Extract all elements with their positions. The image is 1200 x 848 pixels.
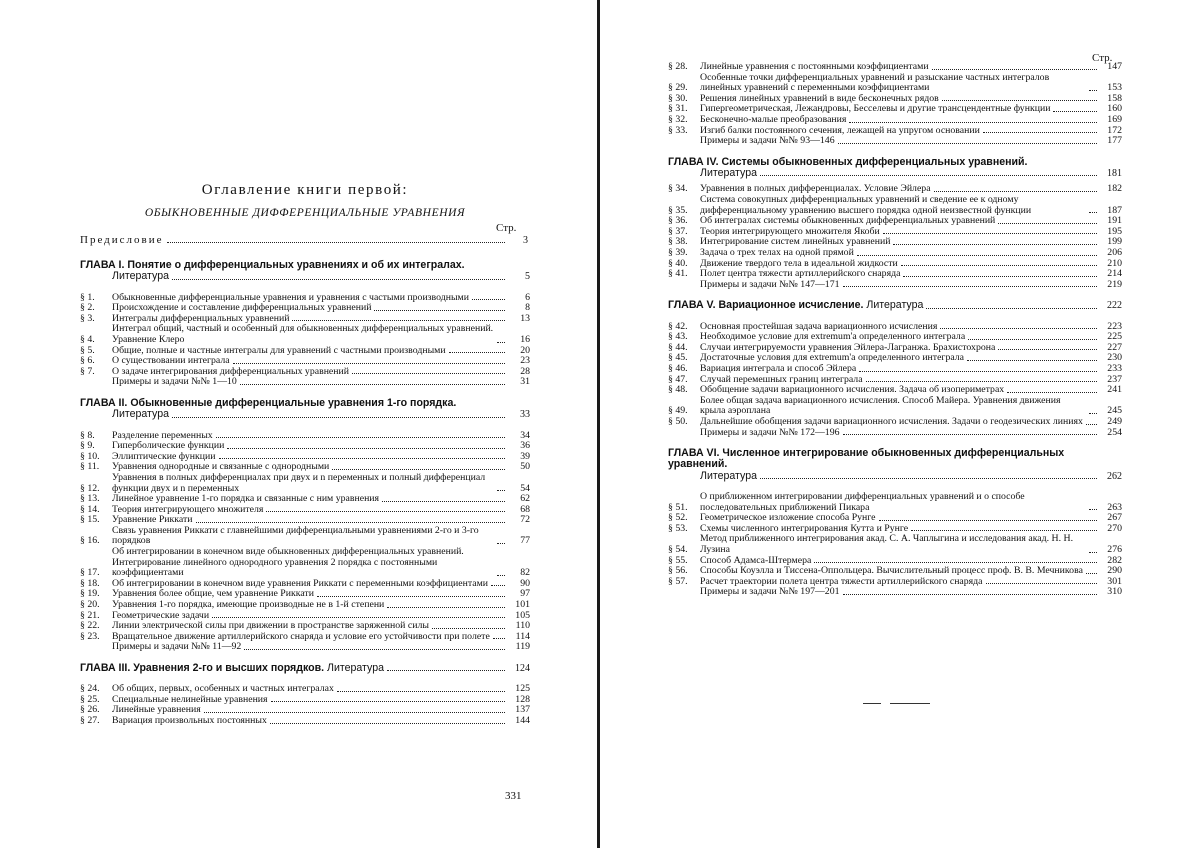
leader-dots bbox=[1086, 424, 1097, 425]
page-ref: 125 bbox=[515, 683, 530, 695]
leader-dots bbox=[1053, 111, 1097, 112]
section-number: § 27. bbox=[80, 715, 100, 727]
leader-dots bbox=[493, 638, 505, 639]
section-number: § 57. bbox=[668, 575, 688, 587]
section-title: Способы Коуэлла и Тиссена-Оппольцера. Вычислительный процесс проф. В. В. Мечникова bbox=[700, 565, 1083, 577]
chapter-heading bbox=[80, 260, 530, 283]
page-ref: 23 bbox=[520, 355, 530, 367]
section-title: Метод приближенного интегрирования акад. С. А. Чаплыгина и исследования акад. Н. Н. Лузина bbox=[700, 533, 1074, 555]
section-number: § 42. bbox=[668, 320, 688, 332]
section-list bbox=[668, 62, 1122, 136]
section-number: § 16. bbox=[80, 535, 100, 547]
section-number: § 43. bbox=[668, 331, 688, 343]
page-ref: 245 bbox=[1107, 405, 1122, 417]
section-number: § 7. bbox=[80, 365, 95, 377]
leader-dots bbox=[472, 299, 505, 300]
section-number: § 26. bbox=[80, 704, 100, 716]
preface-entry bbox=[80, 234, 530, 246]
section-number: § 33. bbox=[668, 124, 688, 136]
section-number: § 44. bbox=[668, 341, 688, 353]
chapter-title: ГЛАВА VI. Численное интегрирование обыкновенных дифференциальных уравнений. bbox=[668, 447, 1065, 471]
section-title: Интегралы дифференциальных уравнений bbox=[112, 312, 290, 324]
section-number: § 6. bbox=[80, 355, 95, 367]
section-title: Об интегрировании в конечном виде уравнения Риккати с переменными коэффициентами bbox=[112, 577, 489, 589]
leader-dots bbox=[932, 69, 1097, 70]
leader-dots bbox=[167, 242, 506, 243]
page-ref: 72 bbox=[520, 514, 530, 526]
page-ref: 62 bbox=[520, 493, 530, 505]
leader-dots bbox=[849, 122, 1097, 123]
page-ref: 90 bbox=[520, 577, 530, 589]
section-number: § 29. bbox=[668, 82, 688, 94]
section-title: Об интегралах системы обыкновенных дифференциальных уравнений bbox=[700, 215, 996, 227]
section-number: § 45. bbox=[668, 352, 688, 364]
chapter-heading bbox=[668, 448, 1122, 482]
page-ref: 124 bbox=[515, 663, 530, 674]
examples-entry: Примеры и задачи №№ 172—196 254 bbox=[700, 426, 1122, 438]
page-column-label: Стр. bbox=[496, 222, 517, 234]
toc-entry bbox=[668, 73, 1122, 94]
leader-dots bbox=[497, 342, 505, 343]
section-title: Движение твердого тела в идеальной жидкости bbox=[700, 257, 898, 269]
leader-dots bbox=[212, 617, 505, 618]
section-title: Достаточные условия для extremum'a определенного интеграла bbox=[700, 352, 965, 364]
section-title: Интегрирование систем линейных уравнений bbox=[700, 236, 891, 248]
section-number: § 32. bbox=[668, 113, 688, 125]
section-title: Основная простейшая задача вариационного исчисления bbox=[700, 320, 938, 332]
section-list bbox=[668, 492, 1122, 587]
section-title: Происхождение и составление дифференциальных уравнений bbox=[112, 302, 372, 314]
section-number: § 18. bbox=[80, 577, 100, 589]
leader-dots bbox=[983, 132, 1097, 133]
section-number: § 54. bbox=[668, 543, 688, 555]
leader-dots bbox=[942, 100, 1097, 101]
page-ref: 16 bbox=[520, 333, 530, 345]
section-title: Интеграл общий, частный и особенный для обыкновенных дифференциальных уравнений. Уравнение Клеро bbox=[112, 323, 494, 345]
section-number: § 56. bbox=[668, 565, 688, 577]
section-title: Гиперболические функции bbox=[112, 440, 225, 452]
toc-entry bbox=[668, 115, 1122, 126]
section-title: Уравнения в полных дифференциалах. Условие Эйлера bbox=[700, 183, 931, 195]
section-title: Теория интегрирующего множителя Якоби bbox=[700, 225, 880, 237]
page-ref: 13 bbox=[520, 312, 530, 324]
page-ref: 214 bbox=[1107, 268, 1122, 280]
section-number: § 2. bbox=[80, 302, 95, 314]
chapter-literature: Литература bbox=[112, 270, 169, 283]
page-ref: 181 bbox=[1107, 168, 1122, 180]
chapter-heading bbox=[80, 398, 530, 421]
page-ref: 153 bbox=[1107, 82, 1122, 94]
page-ref: 101 bbox=[515, 599, 530, 611]
chapter-title: ГЛАВА II. Обыкновенные дифференциальные уравнения 1-го порядка. bbox=[80, 396, 457, 409]
section-number: § 36. bbox=[668, 215, 688, 227]
page-ref: 137 bbox=[515, 704, 530, 716]
page-ref: 39 bbox=[520, 450, 530, 462]
chapter-title: ГЛАВА V. Вариационное исчисление. bbox=[668, 299, 864, 312]
page-column-label: Стр. bbox=[1092, 52, 1113, 64]
section-title: Задача о трех телах на одной прямой bbox=[700, 246, 854, 258]
leader-dots bbox=[934, 191, 1097, 192]
leader-dots bbox=[497, 575, 505, 576]
leader-dots bbox=[1007, 392, 1097, 393]
section-title: О существовании интеграла bbox=[112, 355, 230, 367]
section-number: § 10. bbox=[80, 450, 100, 462]
section-title: Уравнения более общие, чем уравнение Риккати bbox=[112, 588, 314, 600]
section-number: § 51. bbox=[668, 501, 688, 513]
section-title: Случай перемешных границ интеграла bbox=[700, 373, 863, 385]
leader-dots bbox=[337, 691, 505, 692]
section-title: Линии электрической силы при движении в пространстве заряженной силы bbox=[112, 620, 429, 632]
leader-dots bbox=[814, 562, 1097, 563]
examples-entry: Примеры и задачи №№ 93—146 177 bbox=[700, 135, 1122, 147]
section-title: Особенные точки дифференциальных уравнений и разыскание частных интегралов линейных уравнений с переменными коэффициентами bbox=[700, 71, 1050, 94]
section-number: § 24. bbox=[80, 683, 100, 695]
page-ref: 144 bbox=[515, 715, 530, 727]
section-title: Необходимое условие для extremum'a определенного интеграла bbox=[700, 331, 966, 343]
page-ref: 267 bbox=[1107, 512, 1122, 524]
leader-dots bbox=[967, 360, 1097, 361]
section-number: § 46. bbox=[668, 362, 688, 374]
page-ref: 77 bbox=[520, 535, 530, 547]
toc-entry bbox=[668, 417, 1122, 428]
leader-dots bbox=[352, 373, 505, 374]
chapter-title: ГЛАВА I. Понятие о дифференциальных уравнениях и об их интегралах. bbox=[80, 259, 465, 271]
leader-dots bbox=[204, 712, 505, 713]
section-title: Уравнение Риккати bbox=[112, 514, 193, 526]
section-number: § 4. bbox=[80, 333, 95, 345]
left-toc bbox=[80, 234, 530, 727]
page-ref: 195 bbox=[1107, 225, 1122, 237]
leader-dots bbox=[998, 223, 1097, 224]
page-ref: 82 bbox=[520, 567, 530, 579]
leader-dots bbox=[1089, 509, 1097, 510]
chapter-literature: Литература bbox=[700, 167, 757, 180]
section-title: Система совокупных дифференциальных уравнений и сведение ее к одному дифференциальному уравнению высшего порядка одной неизвестной функции bbox=[700, 193, 1032, 216]
section-list bbox=[80, 293, 530, 378]
page-ref: 290 bbox=[1107, 565, 1122, 577]
section-number: § 23. bbox=[80, 630, 100, 642]
section-number: § 31. bbox=[668, 103, 688, 115]
leader-dots bbox=[271, 701, 505, 702]
page-ref: 230 bbox=[1107, 352, 1122, 364]
section-number: § 55. bbox=[668, 554, 688, 566]
page-ref: 54 bbox=[520, 482, 530, 494]
leader-dots bbox=[940, 328, 1097, 329]
section-title: Бесконечно-малые преобразования bbox=[700, 113, 847, 125]
page-ref: 263 bbox=[1107, 501, 1122, 513]
section-title: Связь уравнения Риккати с главнейшими дифференциальными уравнениями 2-го и 3-го порядков bbox=[112, 524, 479, 547]
examples-entry: Примеры и задачи №№ 147—171 219 bbox=[700, 278, 1122, 290]
section-number: § 14. bbox=[80, 503, 100, 515]
page-ref: 270 bbox=[1107, 522, 1122, 534]
section-list bbox=[80, 684, 530, 726]
page-ref: 105 bbox=[515, 609, 530, 621]
preface-label: Предисловие bbox=[80, 234, 164, 246]
section-number: § 3. bbox=[80, 312, 95, 324]
page-ref: 34 bbox=[520, 429, 530, 441]
leader-dots bbox=[374, 310, 505, 311]
page-ref: 147 bbox=[1107, 61, 1122, 72]
section-number: § 41. bbox=[668, 268, 688, 280]
page-ref: 128 bbox=[515, 693, 530, 705]
section-list bbox=[668, 322, 1122, 428]
section-title: Эллиптические функции bbox=[112, 450, 216, 462]
section-number: § 19. bbox=[80, 588, 100, 600]
page-ref: 36 bbox=[520, 440, 530, 452]
leader-dots bbox=[387, 607, 505, 608]
leader-dots bbox=[1086, 573, 1097, 574]
section-title: Гипергеометрическая, Лежандровы, Бесселевы и другие трансцендентные функции bbox=[700, 103, 1051, 115]
leader-dots bbox=[317, 596, 505, 597]
book-title: Оглавление книги первой: bbox=[201, 182, 409, 198]
section-number: § 8. bbox=[80, 429, 95, 441]
section-list bbox=[80, 431, 530, 643]
book-subtitle: ОБЫКНОВЕННЫЕ ДИФФЕРЕНЦИАЛЬНЫЕ УРАВНЕНИЯ bbox=[144, 207, 466, 219]
section-number: § 38. bbox=[668, 236, 688, 248]
end-rule bbox=[890, 703, 930, 704]
toc-entry bbox=[668, 248, 1122, 259]
page-ref: 172 bbox=[1107, 124, 1122, 136]
section-title: Схемы численного интегрирования Кутта и Рунге bbox=[700, 522, 909, 534]
page-ref: 97 bbox=[520, 588, 530, 600]
page-ref: 191 bbox=[1107, 215, 1122, 227]
leader-dots bbox=[879, 520, 1097, 521]
section-number: § 48. bbox=[668, 384, 688, 396]
section-title: О приближенном интегрировании дифференциальных уравнений и о способе последовательных приближений Пикара bbox=[700, 491, 1025, 513]
leader-dots bbox=[859, 371, 1097, 372]
leader-dots bbox=[1089, 90, 1097, 91]
section-number: § 28. bbox=[668, 61, 688, 72]
toc-entry bbox=[80, 716, 530, 727]
leader-dots bbox=[491, 585, 505, 586]
page-ref: 182 bbox=[1107, 183, 1122, 195]
leader-dots bbox=[382, 501, 505, 502]
leader-dots bbox=[1089, 413, 1097, 414]
section-title: Способ Адамса-Штермера bbox=[700, 554, 812, 566]
section-title: Геометрические задачи bbox=[112, 609, 210, 621]
leader-dots bbox=[901, 265, 1097, 266]
section-number: § 5. bbox=[80, 344, 95, 356]
chapter-title: ГЛАВА IV. Системы обыкновенных дифференциальных уравнений. bbox=[668, 155, 1028, 168]
toc-entry bbox=[668, 62, 1122, 73]
page-ref: 6 bbox=[525, 291, 530, 303]
leader-dots bbox=[196, 522, 505, 523]
leader-dots bbox=[216, 437, 505, 438]
leader-dots bbox=[903, 276, 1097, 277]
section-number: § 1. bbox=[80, 291, 95, 303]
section-title: Линейные уравнения с постоянными коэффициентами bbox=[700, 61, 929, 72]
section-title: Специальные нелинейные уравнения bbox=[112, 693, 268, 705]
page-ref: 301 bbox=[1107, 575, 1122, 587]
toc-entry bbox=[668, 534, 1122, 555]
section-title: Теория интегрирующего множителя bbox=[112, 503, 264, 515]
section-number: § 49. bbox=[668, 405, 688, 417]
leader-dots bbox=[857, 255, 1097, 256]
leader-dots bbox=[497, 543, 505, 544]
chapter-literature: Литература bbox=[327, 662, 384, 674]
chapter-literature: Литература bbox=[112, 408, 169, 421]
leader-dots bbox=[883, 233, 1097, 234]
leader-dots bbox=[332, 469, 505, 470]
page-ref: 282 bbox=[1107, 554, 1122, 566]
section-title: Уравнения 1-го порядка, имеющие производные не в 1-й степени bbox=[112, 599, 385, 611]
chapter-heading bbox=[668, 300, 1122, 311]
leader-dots bbox=[497, 490, 505, 491]
leader-dots bbox=[266, 511, 505, 512]
section-title: Об интегрировании в конечном виде обыкновенных дифференциальных уравнений. Интегрирование линейного однородного уравнения 2 порядка с постоянными коэффициентами bbox=[112, 546, 464, 579]
section-number: § 25. bbox=[80, 693, 100, 705]
page-ref: 210 bbox=[1107, 257, 1122, 269]
leader-dots bbox=[968, 339, 1097, 340]
chapter-heading bbox=[80, 663, 530, 674]
page-number: 331 bbox=[505, 790, 522, 802]
section-number: § 35. bbox=[668, 204, 688, 216]
section-title: Расчет траектории полета центра тяжести артиллерийского снаряда bbox=[700, 575, 983, 587]
chapter-title: ГЛАВА III. Уравнения 2-го и высших порядков. bbox=[80, 662, 325, 674]
section-title: Геометрическое изложение способа Рунге bbox=[700, 512, 876, 524]
page-ref: 169 bbox=[1107, 113, 1122, 125]
section-number: § 52. bbox=[668, 512, 688, 524]
section-title: Об общих, первых, особенных и частных интегралах bbox=[112, 683, 334, 695]
page-ref: 233 bbox=[1107, 362, 1122, 374]
toc-entry bbox=[668, 396, 1122, 417]
page-ref: 50 bbox=[520, 461, 530, 473]
right-toc bbox=[668, 62, 1122, 598]
section-number: § 53. bbox=[668, 522, 688, 534]
page-ref: 222 bbox=[1107, 300, 1122, 312]
book-spine bbox=[597, 0, 600, 848]
page-ref: 227 bbox=[1107, 341, 1122, 353]
page-ref: 262 bbox=[1107, 470, 1122, 482]
page-ref: 110 bbox=[515, 620, 530, 632]
page-ref: 223 bbox=[1107, 320, 1122, 332]
page-ref: 33 bbox=[520, 409, 530, 421]
page-ref: 206 bbox=[1107, 246, 1122, 258]
section-title: Случаи интегрируемости уравнения Эйлера-Лагранжа. Брахистохрона bbox=[700, 341, 996, 353]
leader-dots bbox=[911, 530, 1097, 531]
section-number: § 47. bbox=[668, 373, 688, 385]
section-number: § 37. bbox=[668, 225, 688, 237]
page-ref: 237 bbox=[1107, 373, 1122, 385]
leader-dots bbox=[292, 320, 505, 321]
examples-entry: Примеры и задачи №№ 1—10 31 bbox=[112, 376, 530, 388]
section-title: Вариация интеграла и способ Эйлера bbox=[700, 362, 857, 374]
section-number: § 12. bbox=[80, 482, 100, 494]
section-number: § 11. bbox=[80, 461, 100, 473]
page-ref: 225 bbox=[1107, 331, 1122, 343]
section-number: § 13. bbox=[80, 493, 100, 505]
page-ref: 8 bbox=[525, 302, 530, 314]
leader-dots bbox=[1089, 212, 1097, 213]
section-number: § 21. bbox=[80, 609, 100, 621]
section-number: § 34. bbox=[668, 183, 688, 195]
toc-entry bbox=[80, 547, 530, 579]
leader-dots bbox=[866, 381, 1097, 382]
section-number: § 50. bbox=[668, 415, 688, 427]
chapter-heading bbox=[668, 157, 1122, 180]
end-rule bbox=[863, 703, 881, 704]
page-ref: 276 bbox=[1107, 543, 1122, 555]
page-ref: 114 bbox=[515, 630, 530, 642]
leader-dots bbox=[449, 352, 505, 353]
section-number: § 9. bbox=[80, 440, 95, 452]
section-title: Уравнения в полных дифференциалах при двух и n переменных и полный дифференциал функции двух и n переменных bbox=[112, 471, 486, 494]
section-title: Полет центра тяжести артиллерийского снаряда bbox=[700, 268, 901, 280]
section-title: Дальнейшие обобщения задачи вариационного исчисления. Задачи о геодезических линиях bbox=[700, 415, 1083, 427]
leader-dots bbox=[1089, 552, 1097, 553]
section-title: Обобщение задачи вариационного исчисления. Задача об изопериметрах bbox=[700, 384, 1005, 396]
section-title: Более общая задача вариационного исчисления. Способ Майера. Уравнения движения крыла аэроплана bbox=[700, 394, 1061, 417]
toc-entry bbox=[668, 492, 1122, 513]
leader-dots bbox=[432, 628, 505, 629]
leader-dots bbox=[986, 583, 1097, 584]
leader-dots bbox=[233, 363, 505, 364]
section-number: § 40. bbox=[668, 257, 688, 269]
section-title: Изгиб балки постоянного сечения, лежащей на упругом основании bbox=[700, 124, 980, 136]
page-ref: 20 bbox=[520, 344, 530, 356]
toc-entry bbox=[80, 324, 530, 345]
section-title: Линейные уравнения bbox=[112, 704, 201, 716]
section-title: Решения линейных уравнений в виде бесконечных рядов bbox=[700, 92, 939, 104]
examples-entry: Примеры и задачи №№ 197—201 310 bbox=[700, 586, 1122, 598]
page-ref: 28 bbox=[520, 365, 530, 377]
leader-dots bbox=[270, 723, 505, 724]
section-title: Разделение переменных bbox=[112, 429, 213, 441]
page-ref: 68 bbox=[520, 503, 530, 515]
section-title: Общие, полные и частные интегралы для уравнений с частными производными bbox=[112, 344, 446, 356]
leader-dots bbox=[219, 458, 505, 459]
toc-entry bbox=[668, 195, 1122, 216]
leader-dots bbox=[227, 448, 505, 449]
section-number: § 20. bbox=[80, 599, 100, 611]
page-ref: 158 bbox=[1107, 92, 1122, 104]
leader-dots bbox=[998, 349, 1097, 350]
section-number: § 17. bbox=[80, 567, 100, 579]
page-ref: 187 bbox=[1107, 204, 1122, 216]
section-title: Вариация произвольных постоянных bbox=[112, 715, 267, 727]
page-ref: 160 bbox=[1107, 103, 1122, 115]
toc-entry bbox=[80, 526, 530, 547]
section-title: Обыкновенные дифференциальные уравнения и уравнения с частыми производными bbox=[112, 291, 469, 303]
page-ref: 5 bbox=[525, 271, 530, 283]
page-ref: 241 bbox=[1107, 384, 1122, 396]
section-title: Линейное уравнение 1-го порядка и связанные с ним уравнения bbox=[112, 493, 380, 505]
section-title: О задаче интегрирования дифференциальных уравнений bbox=[112, 365, 350, 377]
page-ref: 3 bbox=[523, 235, 530, 246]
page-ref: 249 bbox=[1107, 415, 1122, 427]
leader-dots bbox=[893, 244, 1097, 245]
section-title: Вращательное движение артиллерийского снаряда и условие его устойчивости при полете bbox=[112, 630, 490, 642]
section-number: § 30. bbox=[668, 92, 688, 104]
section-number: § 39. bbox=[668, 246, 688, 258]
section-list bbox=[668, 184, 1122, 279]
toc-entry bbox=[80, 473, 530, 494]
section-number: § 15. bbox=[80, 514, 100, 526]
toc-entry bbox=[668, 364, 1122, 375]
page-ref: 199 bbox=[1107, 236, 1122, 248]
section-title: Уравнения однородные и связанные с однородными bbox=[112, 461, 330, 473]
chapter-literature: Литература bbox=[866, 299, 924, 312]
chapter-literature: Литература bbox=[700, 469, 757, 482]
section-number: § 22. bbox=[80, 620, 100, 632]
examples-entry: Примеры и задачи №№ 11—92 119 bbox=[112, 641, 530, 653]
